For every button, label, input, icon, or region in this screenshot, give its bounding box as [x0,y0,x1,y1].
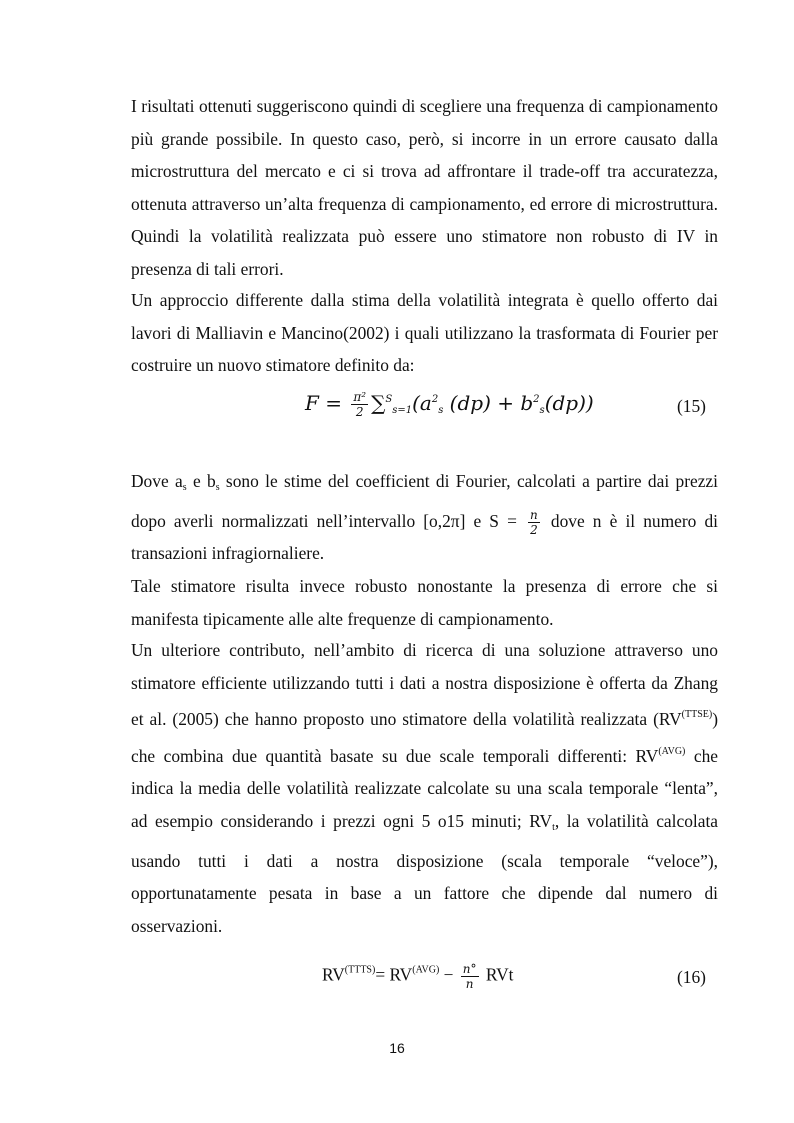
equation-16 [322,962,513,991]
p3-fraction [528,508,540,537]
p5-part-d: , la volatilità calcolata usando tutti i dati a nostra disposizione (scala temporale “veloce”), opportunatamente pesata in base a un fattore che dipende dal numero di osservazioni. [131,810,718,936]
eq16-d: RVt [481,964,514,985]
p3-part-a: Dove a [131,471,183,491]
eq16-sup-2: (AVG) [412,964,440,976]
p3-part-d: dove n è il numero di transazioni infragiornaliere. [131,510,718,564]
p5-part-a: Un ulteriore contributo, nell’ambito di ricerca di una soluzione attraverso uno stimatore efficiente utilizzando tutti i dati a nostra disposizione è offerta da Zhang et al. (2005) che hanno proposto uno stimatore della volatilità realizzata (RV [131,640,718,730]
eq15-sum-sub: s=1 [392,405,413,416]
eq15-a-sup: 2 [431,394,439,405]
eq15-end: (dp)) [544,391,594,415]
eq15-rest: (a [412,391,432,415]
eq16-b: = RV [375,964,413,985]
p5-part-b: ) che combina due quantità basate su due scale temporali differenti: RV [131,709,718,766]
eq15-fraction [351,390,368,419]
p3-frac-den: 2 [530,523,538,538]
p5-sup-1: (TTSE) [681,709,713,721]
eq15-frac-den: 2 [355,405,364,419]
paragraph-5 [131,634,718,942]
eq15-mid: (dp) + b [443,391,534,415]
eq16-c: − [439,964,458,985]
equation-15 [305,390,594,419]
eq15-b-sup: 2 [533,394,540,405]
eq15-a-sub: s [438,405,444,416]
eq15-sum-sup: S [385,394,393,405]
eq15-b-sub: s [539,405,545,416]
paragraph-3 [131,465,718,570]
p5-sup-2: (AVG) [658,745,686,757]
eq15-sum: ∑ [371,391,386,415]
p3-part-c: sono le stime del coefficient di Fourier, calcolati a partire dai prezzi dopo averli normalizzati nell’intervallo [o,2π] e S = [131,471,718,531]
equation-16-number: (16) [677,967,706,987]
eq15-lhs: F = [305,391,349,415]
page-number: 16 [389,1040,405,1056]
p3-sub-a: s [182,482,187,493]
p3-part-b: e b [186,471,216,491]
equation-15-number: (15) [677,396,706,416]
paragraph-2: Un approccio differente dalla stima della volatilità integrata è quello offerto dai lavori di Malliavin e Mancino(2002) i quali utilizzano la trasformata di Fourier per costruire un nuovo stimatore definito da: [131,290,718,376]
p3-sub-b: s [215,482,220,493]
eq16-frac-den: n [465,977,474,991]
eq16-frac-num: n° [462,962,477,976]
p5-sub: t [552,821,555,833]
p3-frac-num: n [530,508,538,523]
paragraph-4: Tale stimatore risulta invece robusto nonostante la presenza di errore che si manifesta tipicamente alle alte frequenze di campionamento. [131,576,718,629]
p5-part-c: che indica la media delle volatilità realizzate calcolate su una scala temporale “lenta”, ad esempio considerando i prezzi ogni 5 o15 minuti; RV [131,745,718,831]
paragraph-1: I risultati ottenuti suggeriscono quindi di scegliere una frequenza di campionamento più grande possibile. In questo caso, però, si incorre in un errore causato dalla microstruttura del mercato e ci si trova ad affrontare il trade-off tra accuratezza, ottenuta attraverso un’alta frequenza di campionamento, ed errore di microstruttura. Quindi la volatilità realizzata può essere uno stimatore non robusto di IV in presenza di tali errori. [131,96,718,279]
eq16-sup-1: (TTTS) [344,964,376,976]
eq16-a: RV [322,964,345,985]
eq15-frac-num: π² [353,390,367,404]
eq16-fraction [461,962,479,991]
